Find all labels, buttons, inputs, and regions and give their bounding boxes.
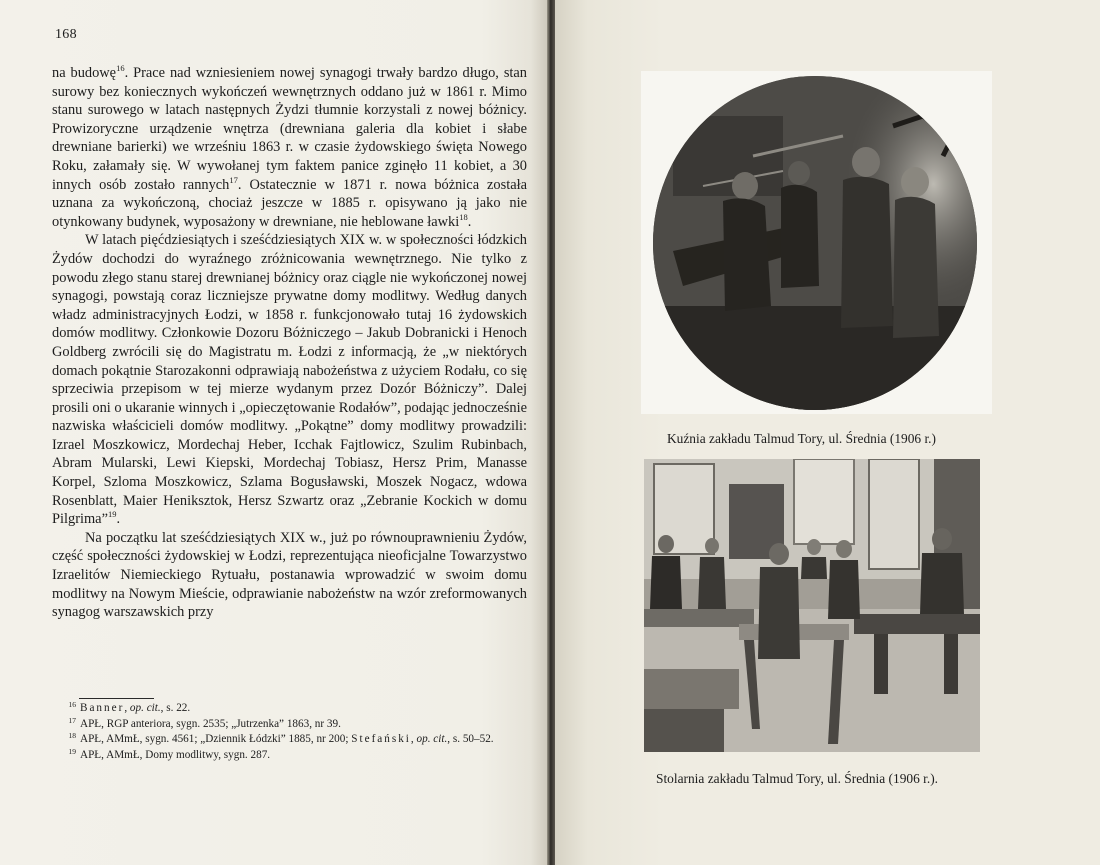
book-gutter (547, 0, 555, 865)
text-run: , (124, 702, 130, 714)
text-run: , s. 50–52. (447, 733, 494, 746)
paragraph (52, 64, 527, 231)
paragraph (52, 231, 527, 529)
page-number: 168 (55, 27, 77, 42)
text-run: W latach pięćdziesiątych i sześćdziesiątych XIX w. w społeczności łódzkich Żydów dochodzi do wyraźnego zróżnicowania wewnętrznego. Nie tylko z powodu złego stanu starej drewnianej bóżnicy oraz ciągle nie wykończonej nowej synagogi, powstają coraz liczniejsze prywatne domy modlitwy. Według danych władz administracyjnych Łodzi, w 1858 r. funkcjonowało tutaj 16 żydowskich domów modlitwy. Członkowie Dozoru Bóżniczego – Jakub Dobranicki i Henoch Goldberg zwrócili się do Magistratu m. Łodzi z informacją, że „w niektórych domach pokątnie Starozakonni odprawiają nabożeństwa z użyciem Rodału, co się sprzeciwia przepisom w tej mierze wydanym przez Dozór Bóżniczy”. Dalej prosili oni o ukaranie winnych i „opieczętowanie Rodałów”, podając jednocześnie nazwiska właścicieli domów modlitwy. „Pokątne” domy modlitwy prowadzili: Izrael Moszkowicz, Mordechaj Heber, Icchak Fajtlowicz, Szulim Rubinbach, Abram Mularski, Lewi Kiepski, Mordechaj Tobiasz, Hersz Prim, Manasse Korpel, Szloma Moszkowicz, Szlama Bogusławski, Moszek Nogacz, wdowa Rosenblatt, Maier Heniksztok, Hersz Szwartz oraz „Zebranie Kockich w domu Pilgrima” (52, 232, 527, 528)
text-run: . Ostatecznie w 1871 r. nowa bóżnica została uznana za wykończoną, chociaż jeszcze w 1885 r. opisywano ją jako nie otynkowany budynek, wyposażony w drewniane, nie heblowane ławki (52, 176, 527, 230)
carpentry-photo-image (644, 459, 980, 752)
text-run: . Prace nad wzniesieniem nowej synagogi trwały bardzo długo, stan surowy bez koniecznych wykończeń wewnętrznych oddano już w 1861 r. Mimo stanu surowego w latach następnych Żydzi tłumnie korzystali z nowej bóżnicy. Prowizoryczne urządzenie wnętrza (drewniana galeria dla kobiet i słabe drewniane barierki) we wrześniu 1863 r. w czasie żydowskiego święta Nowego Roku, załamały się. W wywołanej tym faktem panice zginęło 11 kobiet, a 30 innych osób zostało rannych (52, 65, 527, 193)
author-name: Banner (80, 702, 125, 714)
footnote-divider (79, 698, 154, 699)
author-name: Stefański (351, 733, 411, 746)
smithy-photo (641, 71, 992, 414)
carpentry-photo-caption: Stolarnia zakładu Talmud Tory, ul. Średnia (1906 r.). (656, 771, 938, 786)
carpentry-photo (644, 459, 980, 752)
text-run: Na początku lat sześćdziesiątych XIX w., już po równouprawnieniu Żydów, część społeczności żydowskiej w Łodzi, reprezentująca nieoficjalne Towarzystwo Izraelitów Niemieckiego Rytuału, postanawia wprowadzić w swoim domu modlitwy na Nowym Mieście, odprawianie nabożeństw na wzór zreformowanych synagog warszawskich przy (52, 529, 527, 621)
footnotes (52, 701, 527, 763)
footnote: 16 Banner, op. cit., s. 22. (68, 700, 191, 714)
text-run: APŁ, AMmŁ, sygn. 4561; „Dziennik Łódzki” 1885, nr 200; (80, 733, 352, 746)
left-page (0, 0, 547, 865)
text-run: . (467, 213, 472, 230)
text-run: . (116, 511, 121, 528)
text-run: APŁ, RGP anteriora, sygn. 2535; „Jutrzenka” 1863, nr 39. (80, 717, 341, 730)
paragraph (52, 529, 527, 622)
text-run: na budowę (52, 65, 117, 81)
footnote-reference: 17 (229, 174, 238, 185)
footnote: 19 APŁ, AMmŁ, Domy modlitwy, sygn. 287. (68, 746, 271, 761)
citation-italic: op. cit. (416, 733, 448, 746)
footnote-reference: 19 (107, 509, 117, 520)
footnote-reference: 18 (459, 211, 468, 222)
text-run: , s. 22. (160, 702, 191, 714)
footnote-reference: 16 (116, 63, 125, 73)
footnote: 18 APŁ, AMmŁ, sygn. 4561; „Dziennik Łódzki” 1885, nr 200; Stefański, op. cit., s. 50–52. (68, 731, 494, 746)
citation-italic: op. cit. (129, 702, 161, 714)
footnote: 17 APŁ, RGP anteriora, sygn. 2535; „Jutrzenka” 1863, nr 39. (68, 715, 341, 730)
smithy-photo-image (653, 76, 977, 410)
smithy-photo-vignette (653, 76, 977, 410)
smithy-photo-caption: Kuźnia zakładu Talmud Tory, ul. Średnia (1906 r.) (667, 431, 936, 446)
body-text (52, 64, 527, 622)
text-run: , (410, 733, 417, 746)
text-run: APŁ, AMmŁ, Domy modlitwy, sygn. 287. (80, 748, 271, 761)
